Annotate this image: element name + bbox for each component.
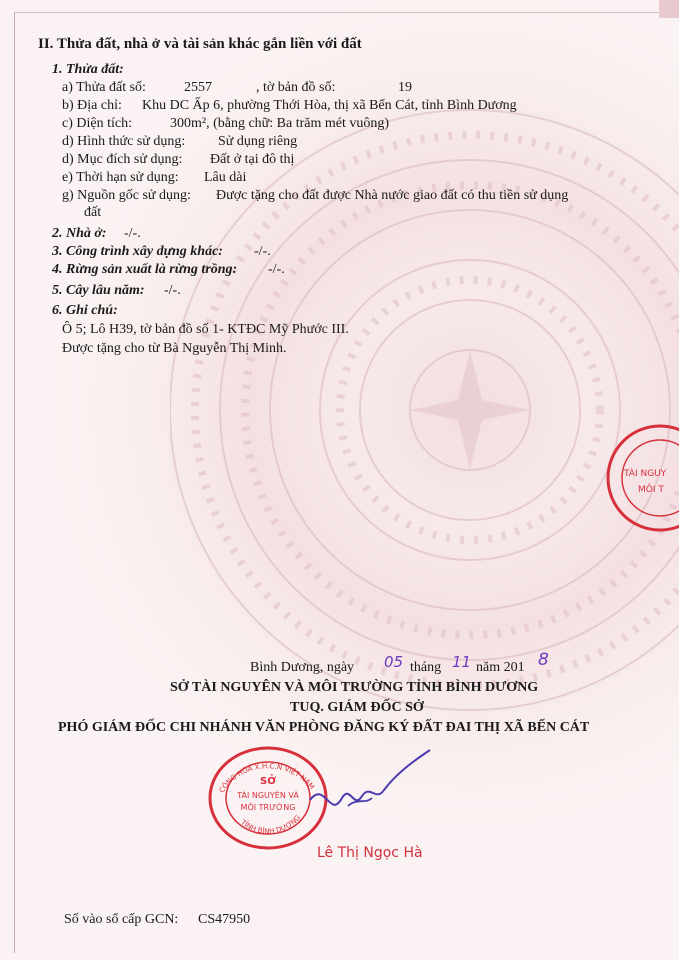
stamp-line3: MÔI TRƯỜNG — [240, 803, 296, 812]
date-day: 05 — [384, 653, 404, 671]
parcel-number-value: 2557 — [184, 80, 212, 95]
map-sheet-label: , tờ bản đồ số: — [256, 80, 336, 95]
date-year-digit: 8 — [538, 650, 549, 670]
edge-stamp-line1: TÀI NGUY — [624, 469, 667, 479]
date-month-label: tháng — [410, 660, 442, 675]
construction-heading: 3. Công trình xây dựng khác: — [52, 244, 223, 259]
handwritten-signature — [300, 740, 440, 830]
notes-line1: Ô 5; Lô H39, tờ bản đồ số 1- KTĐC Mỹ Phước III. — [62, 322, 349, 337]
gcn-value: CS47950 — [198, 912, 251, 927]
edge-stamp-line2: MÔI T — [638, 485, 664, 495]
address-label: b) Địa chỉ: — [62, 98, 122, 113]
map-sheet-value: 19 — [398, 80, 412, 95]
origin-value-line1: Được tặng cho đất được Nhà nước giao đất có thu tiền sử dụng — [216, 188, 569, 203]
usage-purpose-value: Đất ở tại đô thị — [210, 152, 295, 167]
area-value: 300m², (bằng chữ: Ba trăm mét vuông) — [170, 116, 390, 131]
address-value: Khu DC Ấp 6, phường Thới Hòa, thị xã Bến Cát, tỉnh Bình Dương — [142, 98, 517, 113]
usage-purpose-label: d) Mục đích sử dụng: — [62, 152, 183, 167]
forest-heading: 4. Rừng sản xuất là rừng trồng: — [52, 262, 238, 277]
section-title: II. Thửa đất, nhà ở và tài sản khác gắn liền với đất — [38, 36, 362, 52]
date-place: Bình Dương, ngày — [250, 660, 355, 675]
date-year-label: năm 201 — [476, 660, 525, 675]
perennial-value: -/-. — [164, 283, 181, 298]
parcel-number-label: a) Thửa đất số: — [62, 80, 146, 95]
notes-line2: Được tặng cho từ Bà Nguyễn Thị Minh. — [62, 341, 287, 356]
perennial-heading: 5. Cây lâu năm: — [52, 283, 145, 298]
origin-value-line2: đất — [84, 205, 102, 220]
area-label: c) Diện tích: — [62, 116, 132, 131]
usage-term-value: Lâu dài — [204, 170, 247, 185]
signer-position: PHÓ GIÁM ĐỐC CHI NHÁNH VĂN PHÒNG ĐĂNG KÝ ĐẤT ĐAI THỊ XÃ BẾN CÁT — [58, 720, 590, 735]
usage-term-label: e) Thời hạn sử dụng: — [62, 170, 179, 185]
house-value: -/-. — [124, 226, 141, 241]
stamp-outer-text: CỘNG HÒA X.H.C.N VIỆT NAM — [217, 762, 316, 795]
date-month: 11 — [452, 653, 472, 671]
house-heading: 2. Nhà ở: — [52, 226, 107, 241]
stamp-line1: SỞ — [260, 776, 276, 787]
corner-mark — [659, 0, 679, 18]
usage-form-value: Sử dụng riêng — [218, 134, 298, 149]
stamp-line2: TÀI NGUYÊN VÀ — [237, 791, 299, 800]
forest-value: -/-. — [268, 262, 285, 277]
edge-stamp — [598, 418, 679, 538]
agency-name: SỞ TÀI NGUYÊN VÀ MÔI TRƯỜNG TỈNH BÌNH DƯƠNG — [170, 680, 539, 695]
origin-label: g) Nguồn gốc sử dụng: — [62, 188, 191, 203]
svg-text:TỈNH BÌNH DƯƠNG — [238, 814, 302, 836]
parcel-heading: 1. Thửa đất: — [52, 62, 124, 77]
signer-name: Lê Thị Ngọc Hà — [317, 845, 423, 861]
stamp-bottom-text: TỈNH BÌNH DƯƠNG — [239, 813, 303, 836]
usage-form-label: d) Hình thức sử dụng: — [62, 134, 186, 149]
gcn-label: Số vào sổ cấp GCN: — [64, 912, 179, 927]
construction-value: -/-. — [254, 244, 271, 259]
notes-heading: 6. Ghi chú: — [52, 303, 118, 318]
on-behalf: TUQ. GIÁM ĐỐC SỞ — [290, 700, 424, 715]
